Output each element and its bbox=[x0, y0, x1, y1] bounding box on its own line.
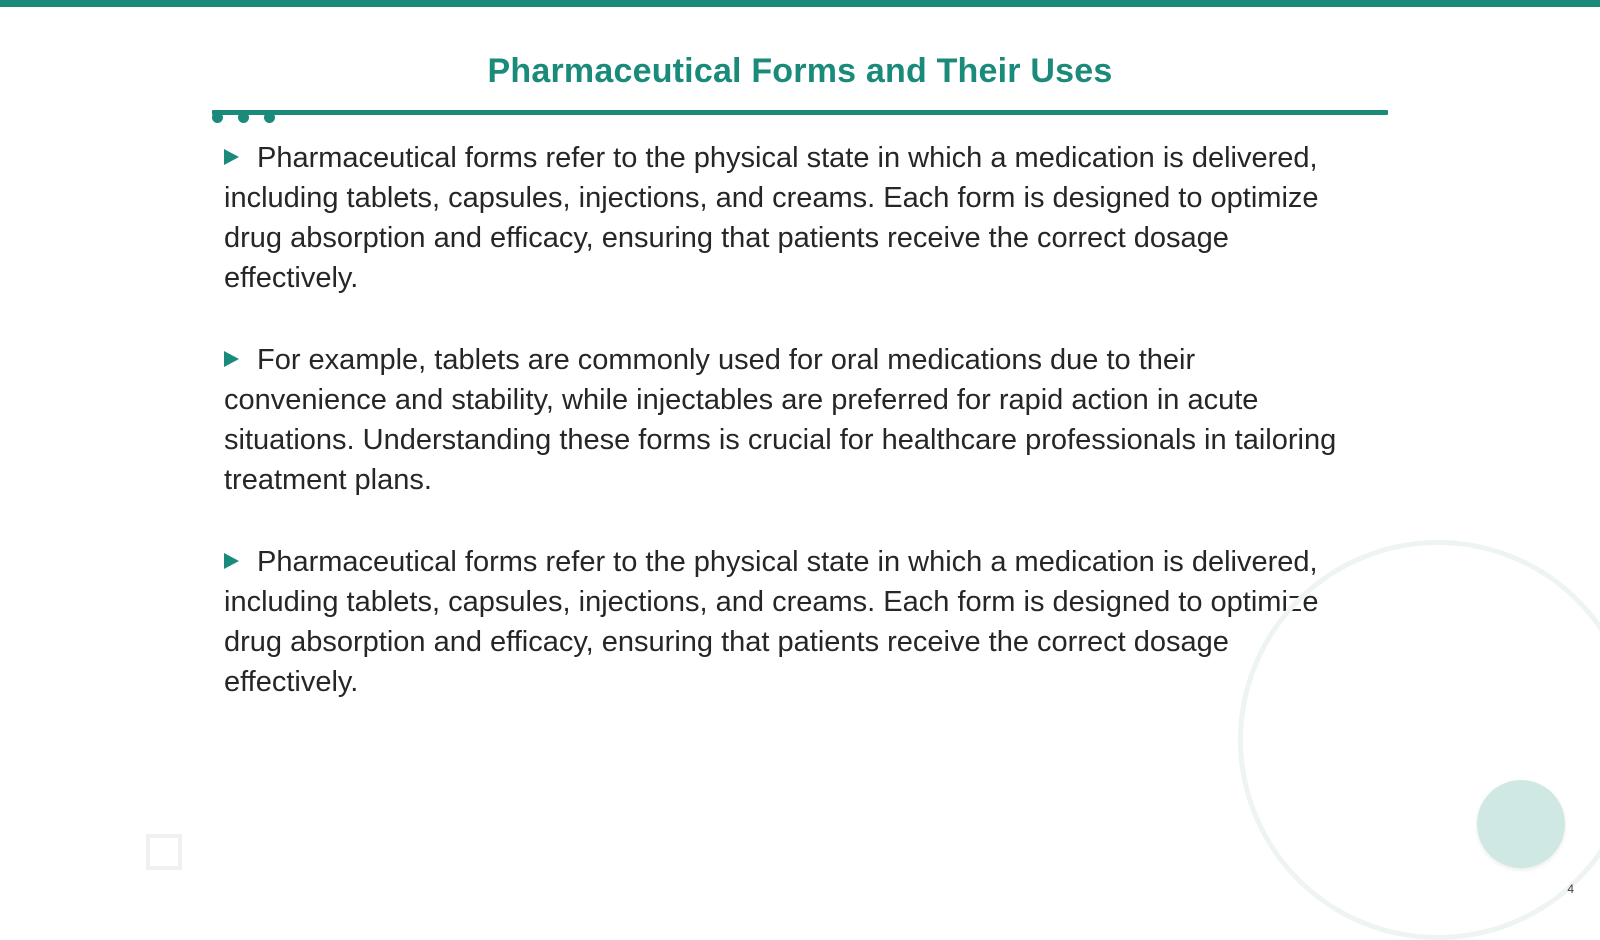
dot-icon bbox=[212, 112, 223, 123]
triangle-right-icon bbox=[224, 351, 239, 367]
triangle-right-icon bbox=[224, 149, 239, 165]
bullet-item bbox=[224, 542, 1354, 702]
dot-icon bbox=[264, 112, 275, 123]
bullet-text: Pharmaceutical forms refer to the physical state in which a medication is delivered, including tablets, capsules, injections, and creams. Each form is designed to optimize drug absorption and efficacy, ensuring that patients receive the correct dosage effectively. bbox=[224, 546, 1319, 698]
triangle-right-icon bbox=[224, 553, 239, 569]
decorative-circle bbox=[1477, 780, 1565, 868]
decorative-square bbox=[146, 834, 182, 870]
slide-title: Pharmaceutical Forms and Their Uses bbox=[487, 52, 1113, 90]
bullet-item bbox=[224, 340, 1354, 500]
bullet-text: For example, tablets are commonly used for oral medications due to their convenience and stability, while injectables are preferred for rapid action in acute situations. Understanding these forms is crucial for healthcare professionals in tailoring treatment plans. bbox=[224, 344, 1337, 496]
dot-icon bbox=[238, 112, 249, 123]
decorative-dots bbox=[212, 112, 282, 124]
top-accent-bar bbox=[0, 0, 1600, 7]
bullet-item bbox=[224, 138, 1354, 298]
slide-body bbox=[224, 138, 1354, 744]
slide-number: 4 bbox=[1567, 882, 1574, 896]
title-underline bbox=[212, 110, 1388, 115]
bullet-text: Pharmaceutical forms refer to the physical state in which a medication is delivered, including tablets, capsules, injections, and creams. Each form is designed to optimize drug absorption and efficacy, ensuring that patients receive the correct dosage effectively. bbox=[224, 142, 1319, 294]
